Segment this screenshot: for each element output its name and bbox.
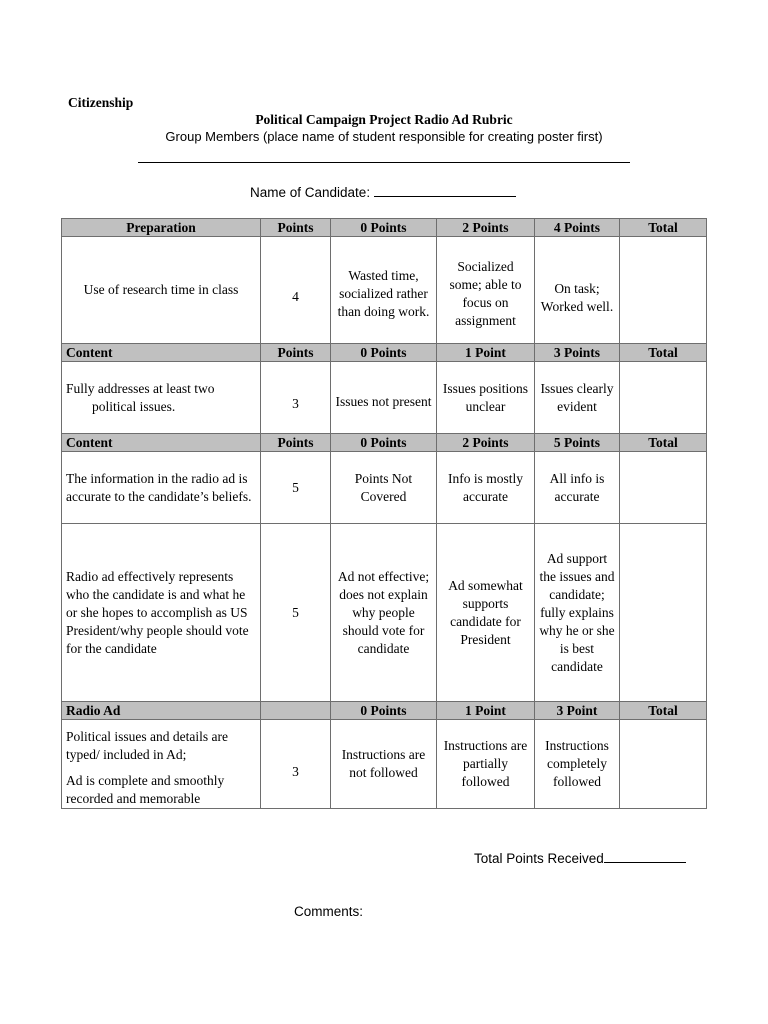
section-header-radio-ad [62,702,707,720]
header-cell: Total [620,702,707,720]
header-cell: 0 Points [331,344,437,362]
criterion-cell: Use of research time in class [62,237,261,344]
mid-points-cell: Issues positions unclear [437,362,535,434]
header-cell: 5 Points [535,434,620,452]
header-cell: 0 Points [331,219,437,237]
total-cell[interactable] [620,237,707,344]
section-header-content [62,434,707,452]
section-header-content [62,344,707,362]
points-cell: 3 [261,362,331,434]
rubric-table [61,218,707,809]
table-row [62,524,707,702]
header-cell: Total [620,219,707,237]
table-row [62,362,707,434]
total-cell[interactable] [620,524,707,702]
candidate-name-field [250,183,516,200]
header-cell: 0 Points [331,702,437,720]
subject-heading: Citizenship [68,95,134,110]
high-points-cell: Ad support the issues and candidate; fully explains why he or she is best candidate [535,524,620,702]
header-cell: Content [62,434,261,452]
header-cell: Radio Ad [62,702,261,720]
total-cell[interactable] [620,362,707,434]
zero-points-cell: Wasted time, socialized rather than doing work. [331,237,437,344]
zero-points-cell: Issues not present [331,362,437,434]
table-row [62,237,707,344]
section-header-preparation [62,219,707,237]
zero-points-cell: Ad not effective; does not explain why people should vote for candidate [331,524,437,702]
points-cell: 3 [261,720,331,809]
high-points-cell: Issues clearly evident [535,362,620,434]
candidate-name-blank[interactable] [374,183,516,197]
criterion-line: Fully addresses at least two [66,380,215,396]
header-cell: Total [620,434,707,452]
header-cell: Preparation [62,219,261,237]
header-cell: 2 Points [437,219,535,237]
group-members-blank-line[interactable] [138,162,630,163]
header-cell: 1 Point [437,702,535,720]
high-points-cell: All info is accurate [535,452,620,524]
header-cell: Total [620,344,707,362]
header-cell: Points [261,219,331,237]
header-cell: Points [261,434,331,452]
header-cell [261,702,331,720]
zero-points-cell: Instructions are not followed [331,720,437,809]
total-points-label: Total Points Received [474,851,604,866]
header-cell: 4 Points [535,219,620,237]
criterion-cell [62,362,261,434]
criterion-cell [62,720,261,809]
table-row [62,720,707,809]
total-points-field [474,849,686,866]
header-cell: 2 Points [437,434,535,452]
mid-points-cell: Socialized some; able to focus on assignment [437,237,535,344]
zero-points-cell: Points Not Covered [331,452,437,524]
header-cell: 1 Point [437,344,535,362]
criterion-line: Political issues and details are typed/ included in Ad; [66,729,228,762]
header-cell: Content [62,344,261,362]
mid-points-cell: Ad somewhat supports candidate for President [437,524,535,702]
table-row [62,452,707,524]
total-cell[interactable] [620,452,707,524]
header-cell: 0 Points [331,434,437,452]
points-cell: 4 [261,237,331,344]
header-cell: 3 Points [535,344,620,362]
candidate-label: Name of Candidate: [250,185,371,200]
high-points-cell: Instructions completely followed [535,720,620,809]
points-cell: 5 [261,524,331,702]
mid-points-cell: Info is mostly accurate [437,452,535,524]
total-cell[interactable] [620,720,707,809]
criterion-cell: Radio ad effectively represents who the candidate is and what he or she hopes to accomplish as US President/why people should vote for the candidate [62,524,261,702]
high-points-cell: On task; Worked well. [535,237,620,344]
header-cell: 3 Point [535,702,620,720]
criterion-line: political issues. [92,398,176,414]
total-points-blank[interactable] [604,849,686,863]
group-members-instruction: Group Members (place name of student responsible for creating poster first) [165,129,603,144]
criterion-line: Ad is complete and smoothly recorded and memorable [66,773,225,806]
page-title: Political Campaign Project Radio Ad Rubric [255,112,513,127]
criterion-cell: The information in the radio ad is accurate to the candidate’s beliefs. [62,452,261,524]
comments-label: Comments: [294,904,364,919]
mid-points-cell: Instructions are partially followed [437,720,535,809]
header-cell: Points [261,344,331,362]
points-cell: 5 [261,452,331,524]
